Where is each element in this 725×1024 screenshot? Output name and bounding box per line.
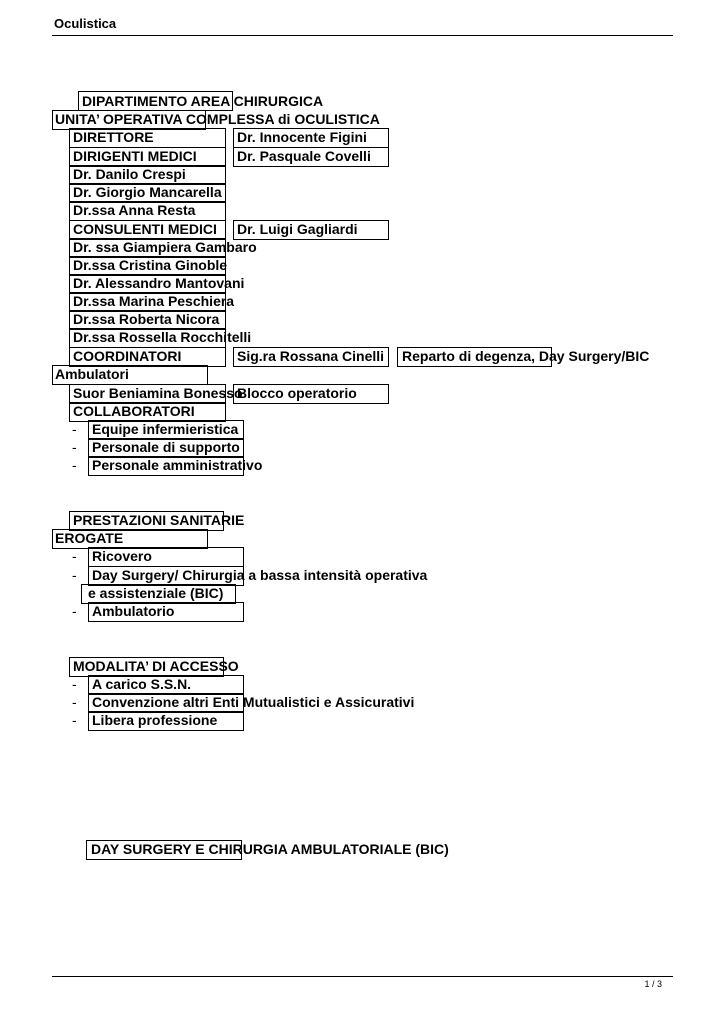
list-bullet: - xyxy=(72,603,77,619)
page-number: 1 / 3 xyxy=(644,979,662,989)
director-label: DIRETTORE xyxy=(73,129,154,145)
header-divider xyxy=(52,35,673,36)
service-item: Ambulatorio xyxy=(92,603,175,619)
coordinator-area-cont: Ambulatori xyxy=(55,366,129,382)
list-bullet: - xyxy=(72,567,77,583)
collaborator-item: Equipe infermieristica xyxy=(92,421,239,437)
list-bullet: - xyxy=(72,457,77,473)
consultant-name: Dr. Alessandro Mantovani xyxy=(73,275,245,291)
list-bullet: - xyxy=(72,694,77,710)
consultant-name: Dr. ssa Giampiera Gambaro xyxy=(73,239,257,255)
department-title: DIPARTIMENTO AREA CHIRURGICA xyxy=(82,93,324,109)
director-name: Dr. Innocente Figini xyxy=(237,129,367,145)
services-title: PRESTAZIONI SANITARIE xyxy=(73,512,245,528)
consultant-name: Dr.ssa Rossella Rocchitelli xyxy=(73,329,252,345)
service-item-cont: e assistenziale (BIC) xyxy=(88,585,224,601)
collaborator-item: Personale di supporto xyxy=(92,439,240,455)
unit-title: UNITA’ OPERATIVA COMPLESSA di OCULISTICA xyxy=(55,111,380,127)
manager-name: Dr. Danilo Crespi xyxy=(73,166,186,182)
service-item: Ricovero xyxy=(92,548,152,564)
manager-name: Dr.ssa Anna Resta xyxy=(73,202,196,218)
coordinator-name: Suor Beniamina Bonesso xyxy=(73,385,243,401)
coordinator-area: Blocco operatorio xyxy=(237,385,357,401)
list-bullet: - xyxy=(72,548,77,564)
consultant-name: Dr. Luigi Gagliardi xyxy=(237,221,358,237)
access-item: A carico S.S.N. xyxy=(92,676,192,692)
list-bullet: - xyxy=(72,421,77,437)
list-bullet: - xyxy=(72,676,77,692)
managers-label: DIRIGENTI MEDICI xyxy=(73,148,197,164)
coordinator-name: Sig.ra Rossana Cinelli xyxy=(237,348,385,364)
coordinator-area: Reparto di degenza, Day Surgery/BIC xyxy=(402,348,650,364)
consultant-name: Dr.ssa Cristina Ginoble xyxy=(73,257,228,273)
manager-name: Dr. Giorgio Mancarella xyxy=(73,184,222,200)
collaborators-label: COLLABORATORI xyxy=(73,403,195,419)
collaborator-item: Personale amministrativo xyxy=(92,457,263,473)
list-bullet: - xyxy=(72,439,77,455)
page-header-title: Oculistica xyxy=(54,16,117,31)
services-title-cont: EROGATE xyxy=(55,530,124,546)
day-surgery-title: DAY SURGERY E CHIRURGIA AMBULATORIALE (BIC) xyxy=(91,841,449,857)
access-item: Convenzione altri Enti Mutualistici e Assicurativi xyxy=(92,694,415,710)
service-item: Day Surgery/ Chirurgia a bassa intensità operativa xyxy=(92,567,428,583)
consultant-name: Dr.ssa Roberta Nicora xyxy=(73,311,220,327)
access-title: MODALITA’ DI ACCESSO xyxy=(73,658,239,674)
list-bullet: - xyxy=(72,712,77,728)
access-item: Libera professione xyxy=(92,712,218,728)
footer-divider xyxy=(52,976,673,977)
consultant-name: Dr.ssa Marina Peschiera xyxy=(73,293,235,309)
manager-name: Dr. Pasquale Covelli xyxy=(237,148,371,164)
coordinators-label: COORDINATORI xyxy=(73,348,182,364)
consultants-label: CONSULENTI MEDICI xyxy=(73,221,217,237)
